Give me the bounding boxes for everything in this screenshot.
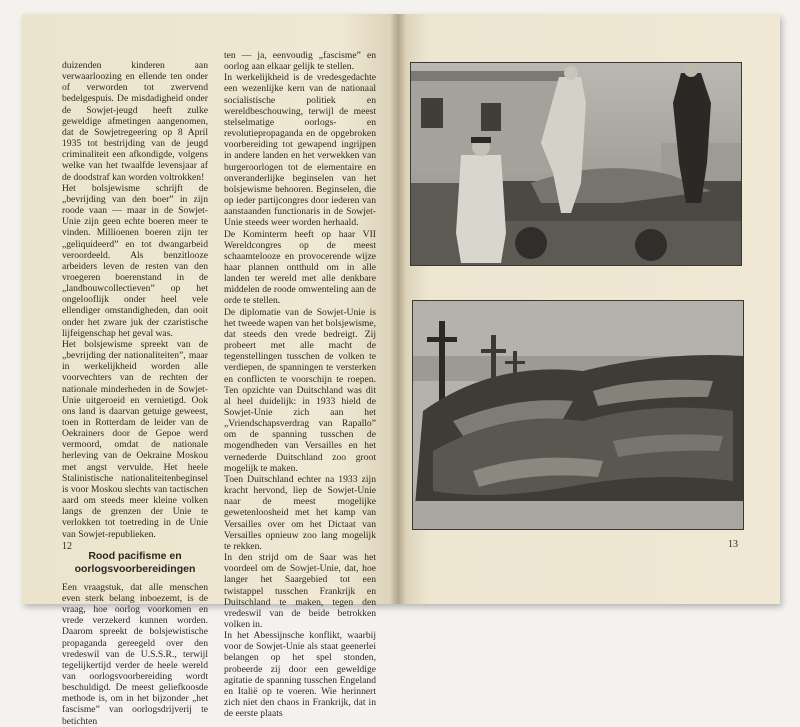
open-booklet <box>22 14 780 727</box>
page-number-left: 12 <box>62 541 72 552</box>
paragraph: Toen Duitschland echter na 1933 zijn kracht hervond, liep de Sowjet-Unie naar de meest mogelijke gewetenloosheid met het kamp van Versailles over om het Dictaat van Versailles opnieuw zoo lang mogelijk te rekken. <box>224 473 376 552</box>
paragraph: De Kominterm heeft op haar VII Wereldcongres op de meest schaamtelooze en provocerende wijze haar plannen ontthuld om in alle landen ter wereld met alle denkbare middelen de roode omwenteling aan de orde te stellen. <box>224 228 376 307</box>
paragraph: Het bolsjewisme spreekt van de „bevrijding der nationaliteiten”, maar in werkelijkheid worden alle voorvechters van de rechten der nationale minderheden in de Sowjet-Unie uitgeroeid en vernietigd. Ook ons land is daarvan getuige geweest, toen in Rotterdam de leider van de Oekrainers door de Gepoe werd vermoord, omdat de nationale herleving van de Oekraine Moskou met angst vervulde. Het heele Stalinistische nationaliteitenbeginsel is voor Moskou slechts van tactischen aard om steeds meer kleine volken langs de grenzen der Unie te verlokken tot toetreding in de Unie van Sowjet-republieken. <box>62 338 208 540</box>
photo-bodies-in-snow <box>412 300 744 530</box>
paragraph: Het bolsjewisme schrijft de „bevrijding van den boer” in zijn roode vaan — maar in de Sowjet-Unie zijn geen echte boeren meer te vinden. Millioenen boeren zijn ter „geliquideerd” en tot dwangarbeid veroordeeld. Als benzitlooze arbeiders leven de resten van den vroegeren boerenstand in de „landbouwcollectieven” op het ongelooflijk onder heel vele ellendiger omstandigheden, dan ooit onder het zware juk der czaristische lijfeigenschap het geval was. <box>62 182 208 339</box>
paragraph: De diplomatie van de Sowjet-Unie is het tweede wapen van het bolsjewisme, dat steeds den vrede bedreigt. Zij probeert met alle macht de tegenstellingen tusschen de volken te verdiepen, de spanningen te versterken en conflicten te voorschijn te roepen. Ten opzichte van Duitschland was dit al heel duidelijk: in 1933 hield de Sowjet-Unie zich aan het „Vriendschapsverdrag van Rapallo” om de spanning tusschen de mogendheden van Versailles en het vernederde Duitschland zoo groot mogelijk te maken. <box>224 306 376 474</box>
paragraph: In den strijd om de Saar was het voordeel om de Sowjet-Unie, dat, hoe langer het Saargebied tot een twistappel tusschen Frankrijk en Duitschland te maken, tegen den vredeswil van de beide betrokken volken in. <box>224 552 376 630</box>
left-page <box>22 14 398 727</box>
paragraph: In het Abessijnsche konflikt, waarbij voor de Sowjet-Unie als staat geenerlei belangen op het spel stonden, probeerde zij door een geweldige agitatie de spanning tusschen Engeland en Italië op te voeren. Wie herinnert zich niet den chaos in Frankrijk, dat in de eerste plaats <box>224 630 376 720</box>
paragraph: In werkelijkheid is de vredesgedachte een wezenlijke kern van de nationaal socialistische politiek en wereldbeschouwing, terwijl de meest stelselmatige oorlogs- en revolutiepropaganda en de opgebroken voorbereiding tot gewapend ingrijpen in andere landen en het verwekken van burgeroorlogen tot de elementaire en onveranderlijke beginselen van het bolsjewisme behooren. Beginselen, die op ieder partijcongres door iederen van aanstaanden functionaris in de Sowjet-Unie steeds weer worden herhaald. <box>224 72 376 229</box>
page-number-right: 13 <box>728 539 738 550</box>
photo-workers-image <box>411 63 741 265</box>
book-gutter <box>390 14 406 604</box>
paragraph: ten — ja, eenvoudig „fascisme” en oorlog aan elkaar gelijk te stellen. <box>224 50 376 73</box>
right-page <box>398 14 780 604</box>
section-heading: Rood pacifisme en oorlogsvoorbereidingen <box>74 549 196 575</box>
paragraph: duizenden kinderen aan verwaarloozing en ellende ten onder of verworden tot zwervend bedelgespuis. De misdadigheid onder de Sowjet-jeugd heeft zulke geweldige afmetingen aangenomen, dat de Sowjetregeering op 8 April 1935 tot bestrijding van de jeugd criminaliteit een afkondigde, volgens welke van het twaalfde levensjaar af de doodstraf kan worden voltrokken! <box>62 60 208 183</box>
photo-workers-unloading-bodies <box>410 62 742 266</box>
left-page-column-2 <box>224 50 376 719</box>
photo-bodies-image <box>413 301 743 529</box>
left-page-column-1 <box>62 60 208 727</box>
paragraph: Een vraagstuk, dat alle menschen even sterk belang inboezemt, is de vraag, hoe oorlog voorkomen en vrede verzekerd kunnen worden. Daarom spreekt de bolsjewistische propaganda gereegeld over den vredeswil van de U.S.S.R., terwijl tegelijkertijd verder de heele wereld van oorlogsvoorbereiding wordt beschuldigd. De meest geliefkoosde methode is, om in het bijzonder „het fascisme” van oorlogsdrijverij te betichten <box>62 581 208 727</box>
